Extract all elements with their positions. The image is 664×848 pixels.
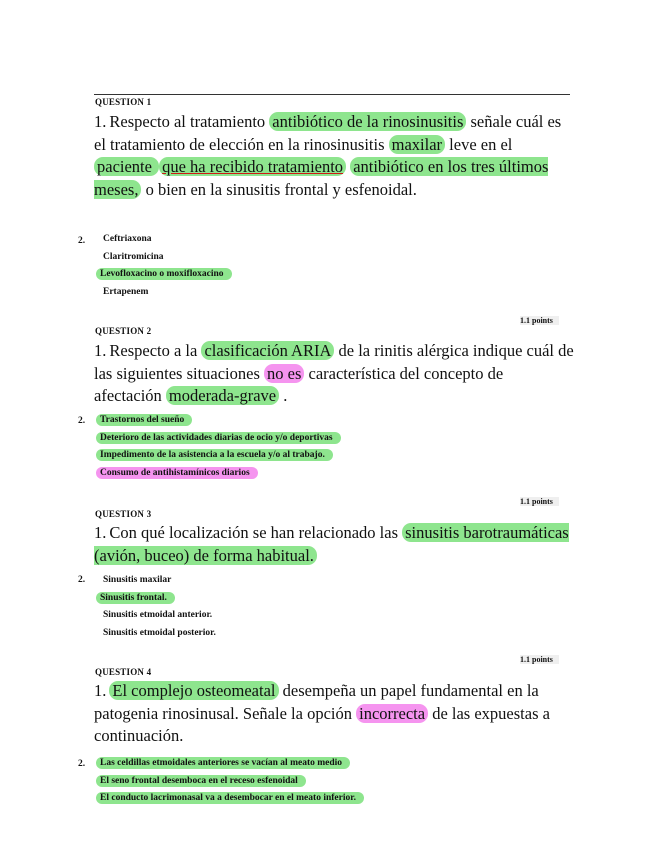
highlight-pink: incorrecta [356,704,428,723]
question-2-points: 1.1 points [520,497,559,506]
option-text: Sinusitis maxilar [103,575,172,585]
answer-option [96,266,556,284]
stem-segment: de las expuestas a continuación. [94,703,550,745]
highlight-green: paciente [94,157,159,176]
question-3-options [96,572,556,642]
answer-option [96,465,556,483]
question-3-text [94,523,569,565]
option-highlight-green: Trastornos del sueño [96,414,192,426]
question-1-points: 1.1 points [520,316,559,325]
stem-segment: Con qué localización se han relacionado las [109,523,403,542]
highlight-green: moderada-grave [166,386,279,405]
question-3-number: 1. [94,523,107,542]
option-text: Claritromicina [103,251,164,262]
highlight-green: clasificación ARIA [201,341,334,360]
question-4-answer-label: 2. [78,759,86,769]
answer-option [96,590,556,608]
answer-option [96,231,556,249]
stem-segment: característica del concepto de afectación [94,363,504,405]
question-4-options [96,755,556,808]
question-1-answer-label: 2. [78,236,86,246]
answer-option [96,572,556,590]
highlight-green: maxilar [389,135,445,154]
answer-option [96,412,556,430]
question-2-number: 1. [94,341,107,360]
answer-option [96,790,556,808]
option-highlight-green: El conducto lacrimonasal va a desembocar en el meato inferior. [96,792,364,804]
question-2-stem [94,340,574,408]
option-text: Ertapenem [103,286,149,297]
question-2-answer-label: 2. [78,416,86,426]
stem-segment: leve en el [445,134,513,154]
option-highlight-green: Las celdillas etmoidales anteriores se vacían al meato medio [96,757,350,769]
stem-segment: de la rinitis alérgica indique cuál de las siguientes situaciones [94,341,574,383]
highlight-green: sinusitis barotraumáticas (avión, buceo) de forma habitual. [94,523,569,565]
answer-option [96,625,556,643]
highlight-green: que ha recibido tratamiento [159,157,346,176]
question-4-number: 1. [94,681,107,700]
stem-segment: o bien en la sinusitis frontal y esfenoidal. [141,179,417,199]
highlight-pink: no es [264,364,304,383]
highlight-green: antibiótico de la rinosinusitis [269,112,466,131]
answer-option [96,249,556,267]
option-highlight-green: Levofloxacino o moxifloxacino [96,268,232,280]
stem-segment: . [279,386,288,405]
question-1-options [96,231,556,301]
stem-segment: Respecto al tratamiento [109,112,270,131]
option-highlight-green: Impedimento de la asistencia a la escuela y/o al trabajo. [96,449,333,461]
highlight-green: antibiótico en los tres últimos meses, [94,157,549,199]
option-text: Sinusitis etmoidal anterior. [103,610,213,620]
option-text: Ceftriaxona [103,234,152,244]
question-2-header: QUESTION 2 [95,326,152,336]
stem-segment: señale cuál es el tratamiento de elección en la rinosinusitis [94,112,562,154]
answer-option [96,607,556,625]
answer-option [96,430,556,448]
question-4-stem [94,680,574,748]
question-3-points: 1.1 points [520,655,559,664]
question-2-text [94,341,574,405]
question-1-stem [94,111,574,201]
question-4-header: QUESTION 4 [95,667,152,677]
highlight-green: El complejo osteomeatal [109,681,278,700]
option-highlight-green: Sinusitis frontal. [96,592,175,604]
question-3-stem [94,522,574,567]
answer-option [96,284,556,302]
question-1-text [94,112,561,199]
question-1-number: 1. [94,112,107,131]
option-text: Sinusitis etmoidal posterior. [103,627,216,638]
question-4-text [94,681,550,745]
option-highlight-pink: Consumo de antihistamínicos diarios [96,467,258,479]
question-2-options [96,412,556,482]
stem-segment: desempeña un papel fundamental en la patogenia rinosinusal. Señale la opción [94,681,539,723]
question-1-header: QUESTION 1 [95,97,152,107]
option-highlight-green: Deterioro de las actividades diarias de ocio y/o deportivas [96,432,341,444]
answer-option [96,773,556,791]
option-highlight-green: El seno frontal desemboca en el receso esfenoidal [96,775,306,787]
question-3-answer-label: 2. [78,575,86,585]
top-divider [94,94,570,95]
answer-option [96,755,556,773]
question-3-header: QUESTION 3 [95,509,152,519]
stem-segment: Respecto a la [109,341,202,360]
answer-option [96,447,556,465]
